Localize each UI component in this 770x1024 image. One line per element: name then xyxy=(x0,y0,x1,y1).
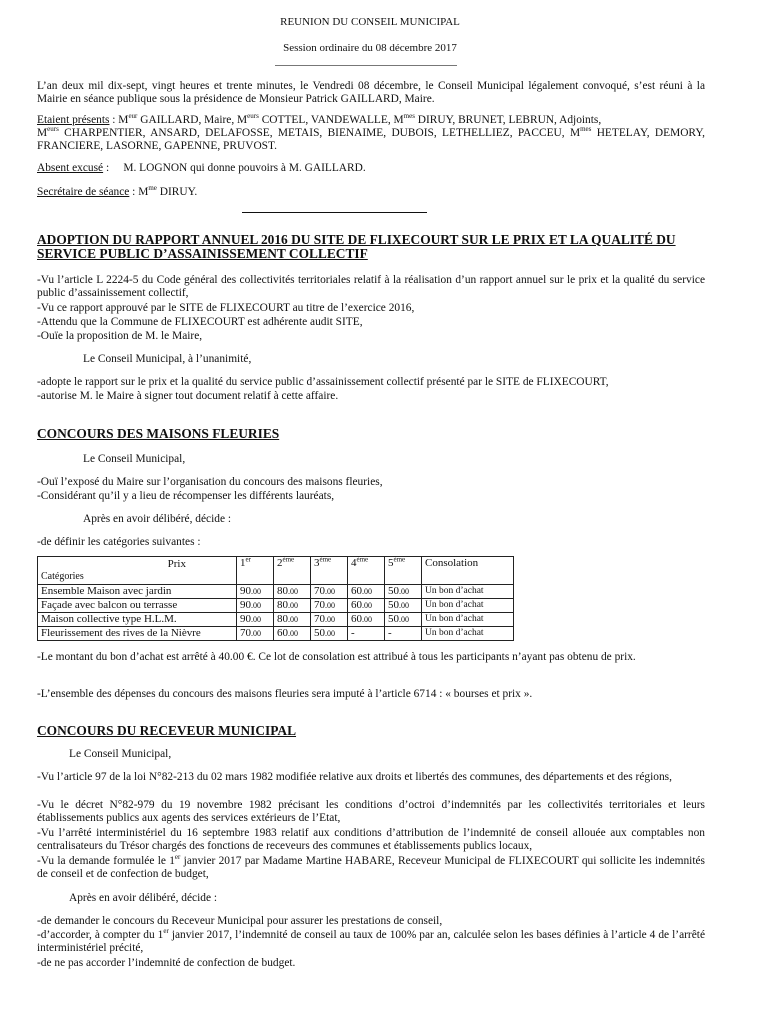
presents-line-2: $M^{eurs}$ CHARPENTIER, ANSARD, DELAFOSSE, METAIS, BIENAIME, DUBOIS, LETHELLIEZ, PACCEU, $M^{mes}$ HETELAY, DEMORY, xyxy=(37,125,705,139)
section3-vu3: -Vu l’arrêté interministériel du 16 septembre 1983 relatif aux conditions d’attribution de l’indemnité de conseil allouée aux comptables non centralisateurs du Trésor chargés des fonctions de receveurs des communes et établissements publics locaux, xyxy=(37,827,705,853)
prize-cell: - xyxy=(348,627,385,641)
section3-dec1: -de demander le concours du Receveur Municipal pour assurer les prestations de conseil, xyxy=(37,915,443,927)
section3-deliberation: Après en avoir délibéré, décide : xyxy=(69,892,218,904)
secretaire-line: Secrétaire de séance : $M^{me}$ DIRUY. xyxy=(37,184,198,198)
section3-vu4: -Vu la demande formulée le 1er janvier 2017 par Madame Martine HABARE, Receveur Municipal de FLIXECOURT qui sollicite les indemnités de conseil et de confection de budget, xyxy=(37,853,705,881)
presents-line-3: FRANCIERE, LASORNE, GAPENNE, PRUVOST. xyxy=(37,140,277,152)
table-row xyxy=(38,599,514,613)
prize-cell: 70.00 xyxy=(311,613,348,627)
rank-header: 2ème xyxy=(274,557,311,585)
header-divider xyxy=(275,65,457,66)
intro-opening: L’an deux mil dix-sept, vingt heures et trente minutes, le Vendredi 08 décembre, le Conseil Municipal légalement convoqué, s’est réuni à la Mairie en séance publique sous la présidence de Monsieur Patrick GAILLARD, Maire. xyxy=(37,80,705,106)
prize-cell: 60.00 xyxy=(348,585,385,599)
section3-title: CONCOURS DU RECEVEUR MUNICIPAL xyxy=(37,723,297,738)
section3-conseil: Le Conseil Municipal, xyxy=(69,748,172,760)
category-cell: Fleurissement des rives de la Nièvre xyxy=(38,627,237,641)
category-cell: Façade avec balcon ou terrasse xyxy=(38,599,237,613)
rank-header: 4ème xyxy=(348,557,385,585)
prize-cell: 80.00 xyxy=(274,613,311,627)
section3-vu2: -Vu le décret N°82-979 du 19 novembre 1982 précisant les conditions d’octroi d’indemnités par les collectivités territoriales et leurs établissements publics aux agents des services extérieurs de l’Etat, xyxy=(37,799,705,825)
table-row xyxy=(38,613,514,627)
section2-vu1: -Ouï l’exposé du Maire sur l’organisation du concours des maisons fleuries, xyxy=(37,476,383,488)
prize-cell: 50.00 xyxy=(311,627,348,641)
presents-label: Etaient présents xyxy=(37,114,110,126)
consolation-cell: Un bon d’achat xyxy=(422,627,514,641)
absent-line: Absent excusé : M. LOGNON qui donne pouvoirs à M. GAILLARD. xyxy=(37,162,366,174)
rank-header: 1er xyxy=(237,557,274,585)
prize-cell: 50.00 xyxy=(385,585,422,599)
section-divider xyxy=(242,212,427,213)
section2-conseil: Le Conseil Municipal, xyxy=(83,453,186,465)
prize-cell: 60.00 xyxy=(348,599,385,613)
section2-title: CONCOURS DES MAISONS FLEURIES xyxy=(37,426,280,441)
prize-cell: 50.00 xyxy=(385,613,422,627)
section1-dec1: -adopte le rapport sur le prix et la qualité du service public d’assainissement collectif présenté par le SITE de FLIXECOURT, xyxy=(37,376,609,388)
rank-header: 3ème xyxy=(311,557,348,585)
secretaire-label: Secrétaire de séance xyxy=(37,186,130,198)
section3-dec2: -d’accorder, à compter du 1er janvier 2017, l’indemnité de conseil au taux de 100% par an, calculée selon les bases définies à l’article 4 de l’arrêté interministériel précité, xyxy=(37,927,705,955)
section1-vu3: -Attendu que la Commune de FLIXECOURT est adhérente audit SITE, xyxy=(37,316,363,328)
categories-label: Catégories xyxy=(41,571,84,582)
prix-label: Prix xyxy=(167,558,186,570)
prizes-table xyxy=(37,556,514,641)
prize-cell: 50.00 xyxy=(385,599,422,613)
absent-label: Absent excusé xyxy=(37,162,104,174)
section1-vu2: -Vu ce rapport approuvé par le SITE de FLIXECOURT au titre de l’exercice 2016, xyxy=(37,302,415,314)
section3-dec3: -de ne pas accorder l’indemnité de confection de budget. xyxy=(37,957,296,969)
section1-vu1: -Vu l’article L 2224-5 du Code général des collectivités territoriales relatif à la réalisation d’un rapport annuel sur le prix et la qualité du service public d’assainissement collectif, xyxy=(37,274,705,300)
prizes-header-corner xyxy=(38,557,237,585)
prize-cell: 90.00 xyxy=(237,585,274,599)
prize-cell: 90.00 xyxy=(237,613,274,627)
prize-cell: 70.00 xyxy=(237,627,274,641)
prize-cell: 80.00 xyxy=(274,599,311,613)
prize-cell: 80.00 xyxy=(274,585,311,599)
consolation-header: Consolation xyxy=(422,557,514,585)
section1-conseil: Le Conseil Municipal, à l’unanimité, xyxy=(83,353,252,365)
prize-cell: 90.00 xyxy=(237,599,274,613)
rank-header: 5ème xyxy=(385,557,422,585)
prizes-header-row xyxy=(38,557,514,585)
consolation-cell: Un bon d’achat xyxy=(422,585,514,599)
table-row xyxy=(38,585,514,599)
category-cell: Maison collective type H.L.M. xyxy=(38,613,237,627)
section2-vu2: -Considérant qu’il y a lieu de récompenser les différents lauréats, xyxy=(37,490,335,502)
section1-vu4: -Ouïe la proposition de M. le Maire, xyxy=(37,330,203,342)
section3-vu1: -Vu l’article 97 de la loi N°82-213 du 02 mars 1982 modifiée relative aux droits et libertés des communes, des départements et des régions, xyxy=(37,771,672,783)
session-date: Session ordinaire du 08 décembre 2017 xyxy=(283,42,457,54)
section2-define: -de définir les catégories suivantes : xyxy=(37,536,201,548)
table-row xyxy=(38,627,514,641)
category-cell: Ensemble Maison avec jardin xyxy=(38,585,237,599)
document-title: REUNION DU CONSEIL MUNICIPAL xyxy=(280,16,460,28)
section2-montant: -Le montant du bon d’achat est arrêté à 40.00 €. Ce lot de consolation est attribué à tous les participants n’ayant pas obtenu de prix. xyxy=(37,651,636,663)
section2-depenses: -L’ensemble des dépenses du concours des maisons fleuries sera imputé à l’article 6714 : « bourses et prix ». xyxy=(37,688,533,700)
presents-line-1: Etaient présents : $M^{eur}$ GAILLARD, Maire, $M^{eurs}$ COTTEL, VANDEWALLE, $M^{mes}$ DIRUY, BRUNET, LEBRUN, Adjoints, xyxy=(37,112,602,126)
prize-cell: 60.00 xyxy=(348,613,385,627)
prize-cell: 70.00 xyxy=(311,585,348,599)
consolation-cell: Un bon d’achat xyxy=(422,613,514,627)
section1-title: ADOPTION DU RAPPORT ANNUEL 2016 DU SITE DE FLIXECOURT SUR LE PRIX ET LA QUALITÉ DU SERVICE PUBLIC D’ASSAINISSEMENT COLLECTIF xyxy=(37,232,676,262)
prize-cell: - xyxy=(385,627,422,641)
section1-dec2: -autorise M. le Maire à signer tout document relatif à cette affaire. xyxy=(37,390,339,402)
consolation-cell: Un bon d’achat xyxy=(422,599,514,613)
prize-cell: 70.00 xyxy=(311,599,348,613)
prize-cell: 60.00 xyxy=(274,627,311,641)
section2-deliberation: Après en avoir délibéré, décide : xyxy=(83,513,232,525)
